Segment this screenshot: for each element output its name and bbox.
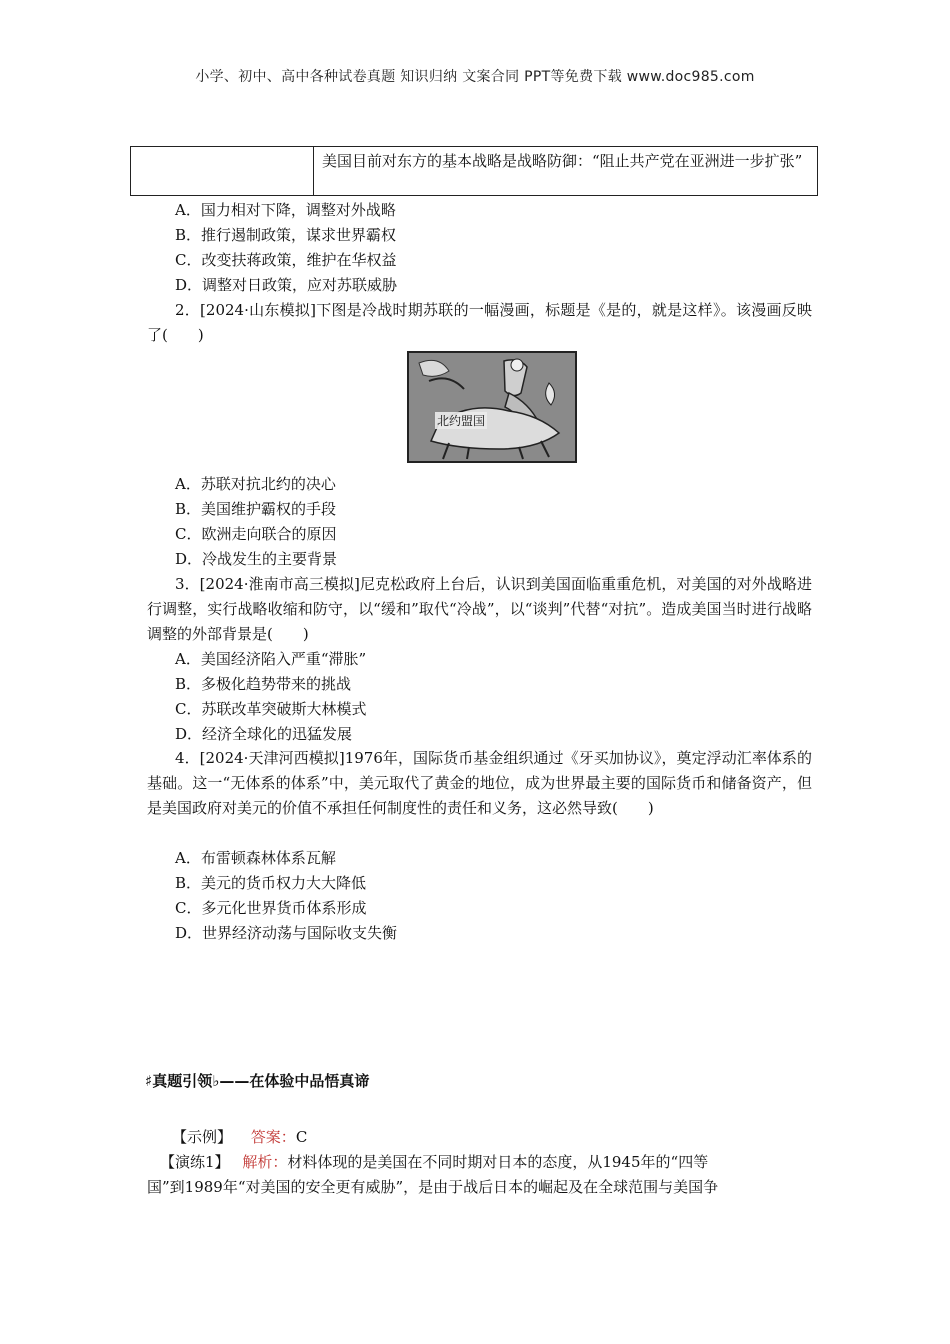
q2-stem: 2．[2024·山东模拟]下图是冷战时期苏联的一幅漫画，标题是《是的，就是这样》。该漫画反映了( ) [147, 301, 812, 344]
example-label: 【示例】 [172, 1128, 233, 1146]
section-subtitle: ——在体验中品悟真谛 [219, 1072, 370, 1090]
q4-option-b: B．美元的货币权力大大降低 [175, 874, 367, 892]
q1-option-a: A．国力相对下降，调整对外战略 [175, 201, 396, 219]
q2-option-d: D．冷战发生的主要背景 [175, 550, 338, 568]
drill1-analysis-label: 解析： [242, 1153, 288, 1171]
example-answer-label: 答案： [250, 1128, 296, 1146]
q3-option-a: A．美国经济陷入严重“滞胀” [175, 650, 367, 668]
q2-option-a: A．苏联对抗北约的决心 [175, 475, 336, 493]
q4-option-d: D．世界经济动荡与国际收支失衡 [175, 924, 398, 942]
q1-option-c: C．改变扶蒋政策，维护在华权益 [175, 251, 397, 269]
q4-option-a: A．布雷顿森林体系瓦解 [175, 849, 336, 867]
section-mark-left-icon: ♯ [145, 1072, 153, 1090]
section-mark-right-icon: ♭ [212, 1072, 220, 1090]
q2-option-c: C．欧洲走向联合的原因 [175, 525, 337, 543]
page-header: 小学、初中、高中各种试卷真题 知识归纳 文案合同 PPT等免费下载 www.doc985.com [195, 69, 755, 85]
q3-option-b: B．多极化趋势带来的挑战 [175, 675, 352, 693]
drill1-line1 [160, 1150, 815, 1175]
drill1-label: 【演练1】 [160, 1153, 230, 1171]
cartoon-label: 北约盟国 [437, 414, 486, 428]
cartoon-image [407, 351, 577, 463]
example-line [172, 1125, 307, 1150]
section-title: 真题引领 [152, 1072, 213, 1090]
drill1-text-line1: 材料体现的是美国在不同时期对日本的态度，从1945年的“四等 [287, 1153, 709, 1171]
q3-option-c: C．苏联改革突破斯大林模式 [175, 700, 367, 718]
material-table [130, 146, 818, 196]
q1-option-b: B．推行遏制政策，谋求世界霸权 [175, 226, 397, 244]
drill1-line2: 国”到1989年“对美国的安全更有威胁”，是由于战后日本的崛起及在全球范围与美国争 [147, 1178, 719, 1196]
q3-stem: 3．[2024·淮南市高三模拟]尼克松政府上台后，认识到美国面临重重危机，对美国的对外战略进行调整，实行战略收缩和防守，以“缓和”取代“冷战”，以“谈判”代替“对抗”。造成美国当时进行战略调整的外部背景是( ) [147, 575, 812, 643]
table-right-cell: 美国目前对东方的基本战略是战略防御：“阻止共产党在亚洲进一步扩张” [322, 152, 803, 170]
section-heading [145, 1070, 369, 1091]
q3-option-d: D．经济全球化的迅猛发展 [175, 725, 353, 743]
q4-stem: 4．[2024·天津河西模拟]1976年，国际货币基金组织通过《牙买加协议》，奠定浮动汇率体系的基础。这一“无体系的体系”中，美元取代了黄金的地位，成为世界最主要的国际货币和储备资产，但是美国政府对美元的价值不承担任何制度性的责任和义务，这必然导致( ) [147, 749, 812, 817]
q4-option-c: C．多元化世界货币体系形成 [175, 899, 367, 917]
q1-option-d: D．调整对日政策，应对苏联威胁 [175, 276, 398, 294]
table-left-cell [131, 147, 314, 195]
q2-option-b: B．美国维护霸权的手段 [175, 500, 337, 518]
example-answer: C [295, 1128, 308, 1146]
